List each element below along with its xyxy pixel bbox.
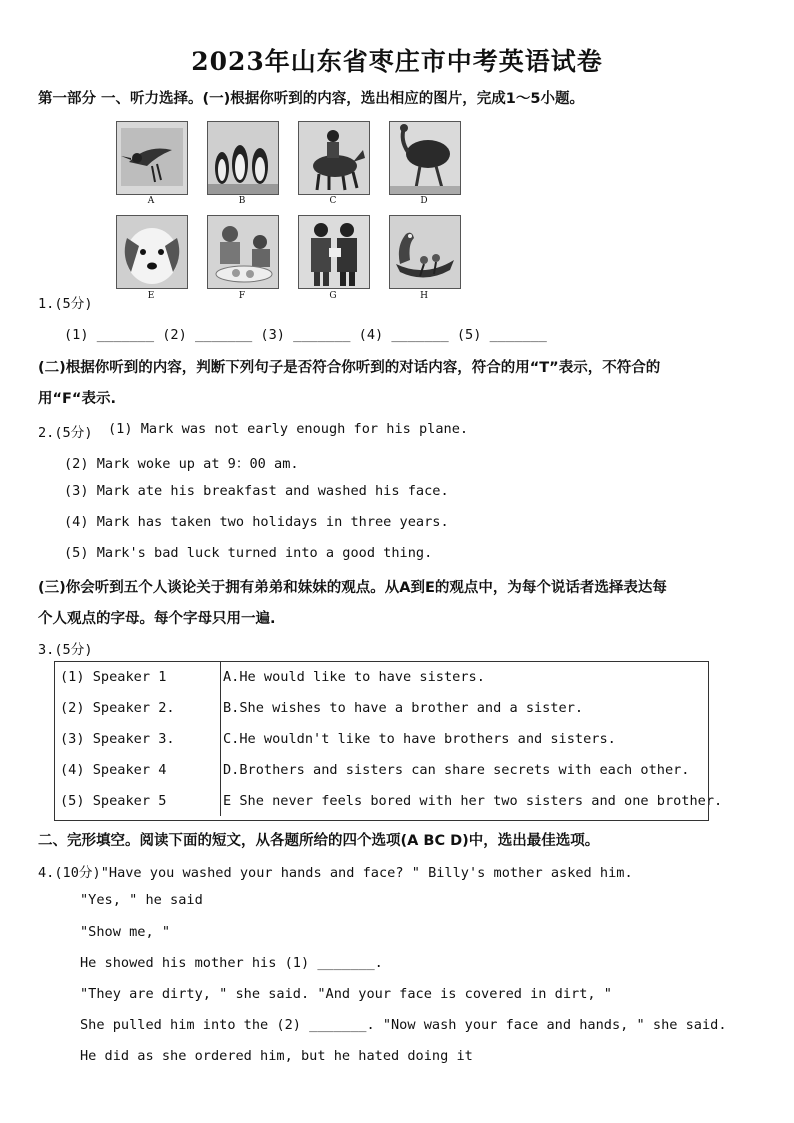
opinion-cell: B.She wishes to have a brother and a sister.: [223, 699, 584, 716]
speaker-cell: (2) Speaker 2.: [54, 692, 221, 723]
ostrich-icon: [390, 122, 460, 194]
passage-line: "They are dirty, " she said. "And your face is covered in dirt, ": [80, 986, 612, 1002]
penguins-icon: [208, 122, 278, 194]
passage-line: He showed his mother his (1) _______.: [80, 955, 383, 971]
part2-instructions-line2: 用“F“表示.: [38, 391, 116, 407]
passage-line: "Show me, ": [80, 924, 171, 940]
picture-label: F: [238, 291, 246, 301]
speaker-cell: (3) Speaker 3.: [54, 723, 221, 754]
table-row: [54, 754, 722, 785]
part3-instructions-line2: 个人观点的字母。每个字母只用一遍.: [38, 611, 276, 627]
opinion-cell: E She never feels bored with her two sisters and one brother.: [223, 792, 723, 809]
question-2-item: (4) Mark has taken two holidays in three years.: [64, 514, 449, 530]
bird-icon: [117, 122, 187, 194]
picture-label: A: [147, 196, 155, 206]
speaker-cell: (4) Speaker 4: [54, 754, 221, 785]
section2-heading: 二、完形填空。阅读下面的短文，从各题所给的四个选项(A BC D)中，选出最佳选项。: [38, 833, 600, 849]
picture-h: [389, 215, 461, 289]
picture-a: [116, 121, 188, 195]
picture-label: E: [147, 291, 155, 301]
question-2-item: (2) Mark woke up at 9：00 am.: [64, 456, 299, 472]
part2-instructions-line1: (二)根据你听到的内容，判断下列句子是否符合你听到的对话内容，符合的用“T”表示，不符合的: [38, 360, 661, 376]
question-1-blanks: (1) _______ (2) _______ (3) _______ (4) _______ (5) _______: [64, 327, 547, 343]
question-3-number: 3.(5分): [38, 642, 93, 658]
horse-rider-icon: [299, 122, 369, 194]
page-title: 2023年山东省枣庄市中考英语试卷: [191, 47, 603, 76]
picture-c: [298, 121, 370, 195]
table-row: [54, 785, 722, 816]
table-row: [54, 661, 722, 692]
passage-line: He did as she ordered him, but he hated doing it: [80, 1048, 473, 1064]
picture-d: [389, 121, 461, 195]
picture-g: [298, 215, 370, 289]
question-2-number: 2.(5分): [38, 425, 93, 441]
dragon-boat-icon: [390, 216, 460, 288]
table-row: [54, 723, 722, 754]
part3-instructions-line1: (三)你会听到五个人谈论关于拥有弟弟和妹妹的观点。从A到E的观点中，为每个说话者选择表达每: [38, 580, 667, 596]
family-dinner-icon: [208, 216, 278, 288]
picture-grid: [116, 121, 460, 307]
question-1-number: 1.(5分): [38, 296, 93, 312]
opinion-cell: D.Brothers and sisters can share secrets with each other.: [223, 761, 690, 778]
picture-label: C: [329, 196, 337, 206]
picture-f: [207, 215, 279, 289]
picture-label: B: [238, 196, 246, 206]
question-4-first-line: 4.(10分)"Have you washed your hands and face? " Billy's mother asked him.: [38, 865, 633, 881]
dog-icon: [117, 216, 187, 288]
question-2-item: (5) Mark's bad luck turned into a good thing.: [64, 545, 433, 561]
passage-line: She pulled him into the (2) _______. "Now wash your face and hands, " she said.: [80, 1017, 727, 1033]
two-men-icon: [299, 216, 369, 288]
section1-heading: 第一部分 一、听力选择。(一)根据你听到的内容，选出相应的图片，完成1～5小题。: [38, 91, 584, 107]
opinion-cell: A.He would like to have sisters.: [223, 668, 485, 685]
picture-label: H: [420, 291, 428, 301]
passage-line: "Yes, " he said: [80, 892, 203, 908]
picture-b: [207, 121, 279, 195]
picture-label: D: [420, 196, 428, 206]
opinion-cell: C.He wouldn't like to have brothers and sisters.: [223, 730, 616, 747]
question-2-item: (3) Mark ate his breakfast and washed his face.: [64, 483, 449, 499]
speaker-cell: (5) Speaker 5: [54, 785, 221, 816]
speaker-table: [54, 661, 722, 816]
picture-label: G: [329, 291, 337, 301]
picture-e: [116, 215, 188, 289]
speaker-cell: (1) Speaker 1: [54, 661, 221, 692]
question-2-item: (1) Mark was not early enough for his plane.: [108, 421, 469, 437]
table-row: [54, 692, 722, 723]
